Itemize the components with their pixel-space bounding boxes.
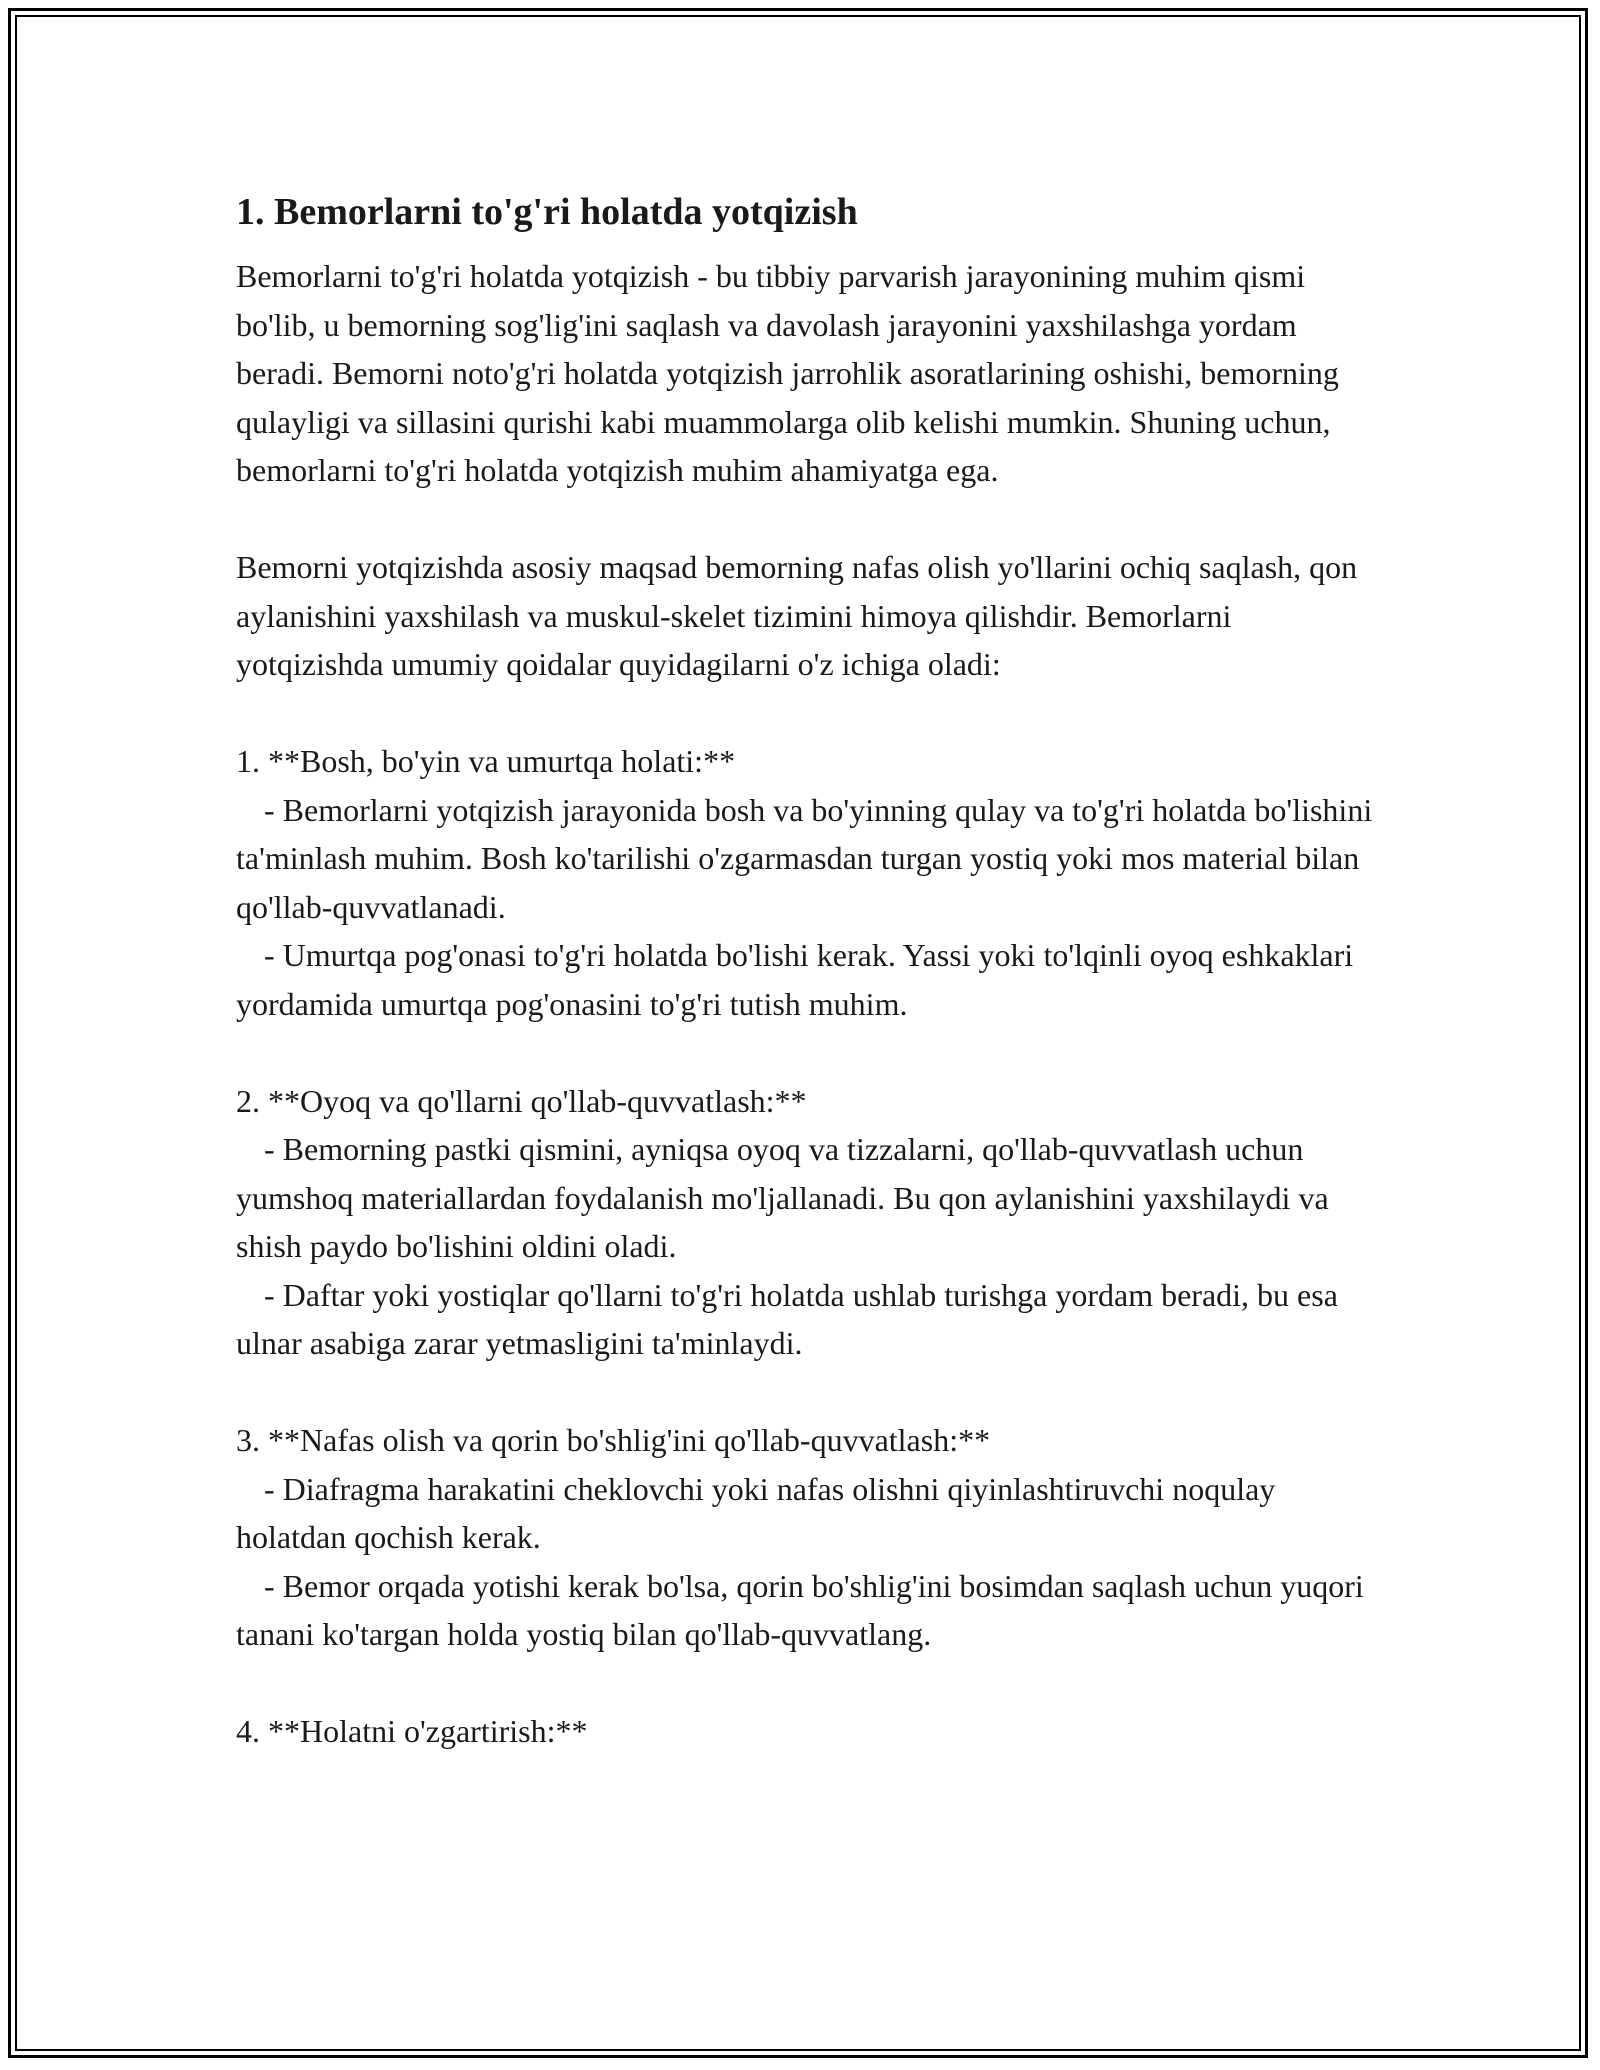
document-body xyxy=(236,184,1386,1756)
list-item-point xyxy=(236,1465,1386,1562)
intro-paragraph: Bemorlarni to'g'ri holatda yotqizish - bu tibbiy parvarish jarayonining muhim qismi bo'lib, u bemorning sog'lig'ini saqlash va davolash jarayonini yaxshilashga yordam beradi. Bemorni noto'g'ri holatda yotqizish jarrohlik asoratlarining oshishi, bemorning qulayligi va sillasini qurishi kabi muammolarga olib kelishi mumkin. Shuning uchun, bemorlarni to'g'ri holatda yotqizish muhim ahamiyatga ega. xyxy=(236,258,1347,488)
list-item-point-text: - Daftar yoki yostiqlar qo'llarni to'g'ri holatda ushlab turishga yordam beradi, bu esa ulnar asabiga zarar yetmasligini ta'minlaydi. xyxy=(236,1276,1346,1361)
list-item-title: 4. **Holatni o'zgartirish:** xyxy=(236,1713,588,1749)
list-item-title: 3. **Nafas olish va qorin bo'shlig'ini qo'llab-quvvatlash:** xyxy=(236,1422,991,1458)
list-item-point-text: - Bemor orqada yotishi kerak bo'lsa, qorin bo'shlig'ini bosimdan saqlash uchun yuqori tanani ko'targan holda yostiq bilan qo'llab-quvvatlang. xyxy=(236,1567,1372,1652)
list-item-title: 1. **Bosh, bo'yin va umurtqa holati:** xyxy=(236,743,736,779)
section-heading: 1. Bemorlarni to'g'ri holatda yotqizish xyxy=(236,191,858,233)
list-item-title: 2. **Oyoq va qo'llarni qo'llab-quvvatlash:** xyxy=(236,1082,807,1119)
list-item-point xyxy=(236,786,1386,932)
list-item-point xyxy=(236,1562,1386,1659)
list-item-point xyxy=(236,1125,1386,1271)
list-item-point-text: - Bemorlarni yotqizish jarayonida bosh va bo'yinning qulay va to'g'ri holatda bo'lishini ta'minlash muhim. Bosh ko'tarilishi o'zgarmasdan turgan yostiq yoki mos material bilan qo'llab-quvvatlanadi. xyxy=(236,791,1381,925)
list-item-point xyxy=(236,931,1386,1028)
list-item-point xyxy=(236,1271,1386,1368)
list-item-point-text: - Diafragma harakatini cheklovchi yoki nafas olishni qiyinlashtiruvchi noqulay holatdan qochish kerak. xyxy=(236,1470,1284,1555)
list-item-point-text: - Umurtqa pog'onasi to'g'ri holatda bo'lishi kerak. Yassi yoki to'lqinli oyoq eshkaklari yordamida umurtqa pog'onasini to'g'ri tutish muhim. xyxy=(236,937,1362,1022)
goal-paragraph: Bemorni yotqizishda asosiy maqsad bemorning nafas olish yo'llarini ochiq saqlash, qon aylanishini yaxshilash va muskul-skelet tizimini himoya qilishdir. Bemorlarni yotqizishda umumiy qoidalar quyidagilarni o'z ichiga oladi: xyxy=(236,549,1366,682)
list-item-point-text: - Bemorning pastki qismini, ayniqsa oyoq va tizzalarni, qo'llab-quvvatlash uchun yumshoq materiallardan foydalanish mo'ljallanadi. Bu qon aylanishini yaxshilaydi va shish paydo bo'lishini oldini oladi. xyxy=(236,1131,1337,1264)
